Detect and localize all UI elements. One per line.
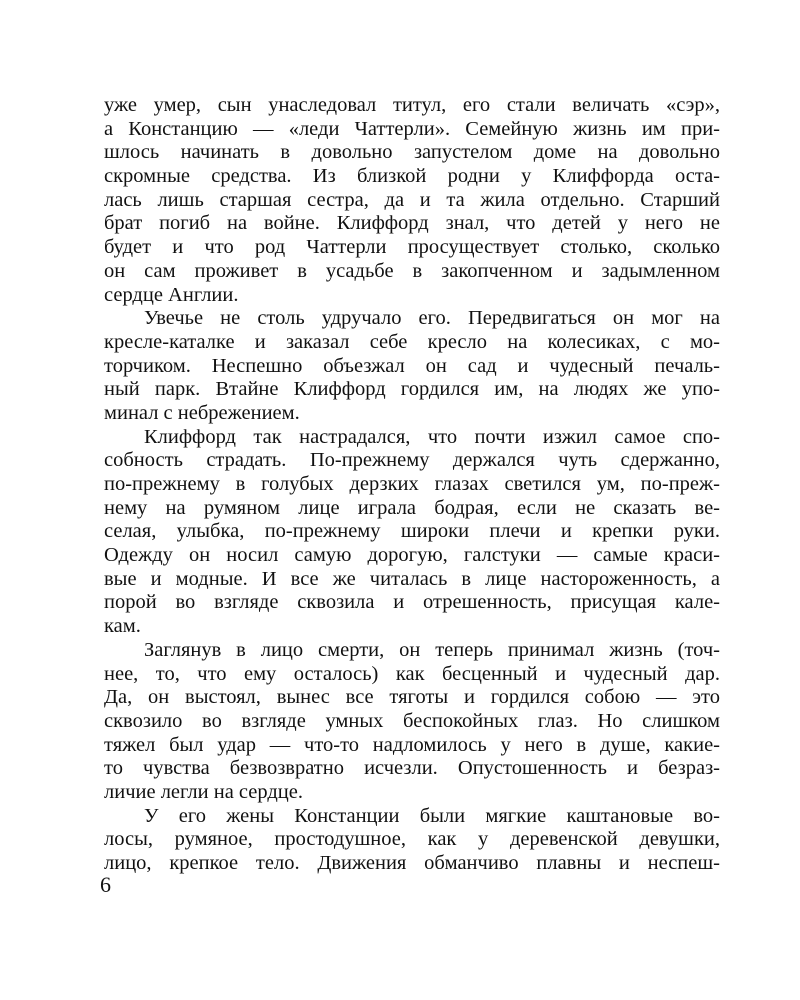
text-line: сквозило во взгляде умных беспокойных глаз. Но слишком [104, 709, 720, 732]
text-line: нему на румяном лице играла бодрая, если не сказать ве- [104, 496, 720, 519]
text-line: по-прежнему в голубых дерзких глазах светился ум, по-преж- [104, 473, 720, 495]
text-line: минал с небрежением. [104, 401, 300, 424]
text-line: шлось начинать в довольно запустелом доме на довольно [104, 141, 720, 164]
text-line: лосы, румяное, простодушное, как у деревенской девушки, [104, 828, 720, 851]
text-line: нее, то, что ему осталось) как бесценный и чудесный дар. [104, 662, 720, 685]
text-line: уже умер, сын унаследовал титул, его стали величать «сэр», [104, 94, 720, 116]
text-line: У его жены Констанции были мягкие каштановые во- [144, 804, 720, 827]
text-line: а Констанцию — «леди Чаттерли». Семейную жизнь им при- [104, 117, 720, 140]
text-line: Одежду он носил самую дорогую, галстуки — самые краси- [104, 544, 720, 567]
text-line: собность страдать. По-прежнему держался чуть сдержанно, [104, 449, 720, 472]
text-line: селая, улыбка, по-прежнему широки плечи и крепки руки. [104, 520, 720, 543]
text-line: лицо, крепкое тело. Движения обманчиво плавны и неспеш- [104, 852, 720, 874]
text-line: кресле-каталке и заказал себе кресло на колесиках, с мо- [104, 330, 720, 353]
text-line: личие легли на сердце. [104, 780, 303, 803]
body-text [104, 94, 720, 876]
text-line: то чувства безвозвратно исчезли. Опустошенность и безраз- [104, 757, 720, 780]
text-line: сердце Англии. [104, 283, 239, 306]
text-line: будет и что род Чаттерли просуществует столько, сколько [104, 236, 720, 259]
text-line: он сам проживет в усадьбе в закопченном и задымленном [104, 259, 720, 282]
text-line: вые и модные. И все же читалась в лице настороженность, а [104, 567, 720, 590]
text-line: брат погиб на войне. Клиффорд знал, что детей у него не [104, 212, 720, 235]
text-line: Заглянув в лицо смерти, он теперь принимал жизнь (точ- [144, 638, 720, 661]
text-line: кам. [104, 615, 141, 638]
text-line: Да, он выстоял, вынес все тяготы и гордился собою — это [104, 686, 720, 709]
text-line: тяжел был удар — что-то надломилось у него в душе, какие- [104, 733, 720, 756]
text-line: порой во взгляде сквозила и отрешенность, присущая кале- [104, 591, 720, 614]
page-number: 6 [100, 872, 111, 897]
text-line: Увечье не столь удручало его. Передвигаться он мог на [144, 307, 720, 330]
text-line: лась лишь старшая сестра, да и та жила отдельно. Старший [104, 188, 720, 211]
text-line: ный парк. Втайне Клиффорд гордился им, на людях же упо- [104, 378, 720, 401]
text-line: скромные средства. Из близкой родни у Клиффорда оста- [104, 165, 720, 188]
text-line: Клиффорд так настрадался, что почти изжил самое спо- [144, 425, 720, 448]
text-line: торчиком. Неспешно объезжал он сад и чудесный печаль- [104, 354, 720, 377]
